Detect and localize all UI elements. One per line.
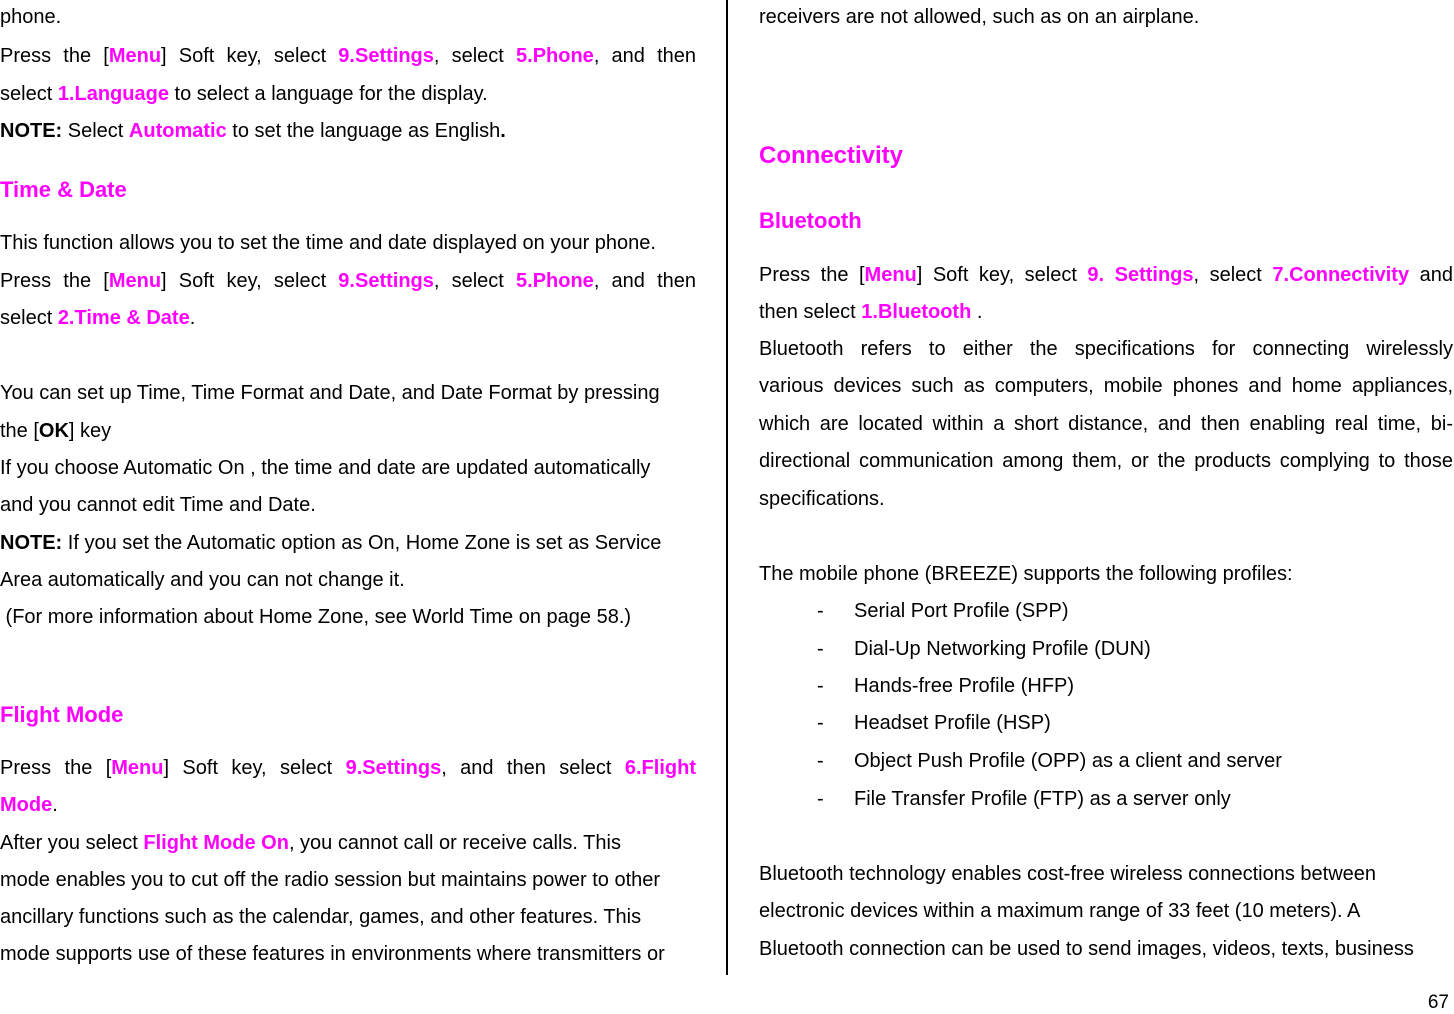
- time-date-instruction-line2: select 2.Time & Date.: [0, 307, 196, 329]
- bluetooth-desc-line3: which are located within a short distance, and then enabling real time, bi-: [759, 413, 1453, 435]
- bluetooth-heading: Bluetooth: [759, 208, 862, 233]
- time-date-menu-item: 2.Time & Date: [57, 307, 190, 329]
- ok-key-label: OK: [38, 420, 69, 442]
- phone-menu-item: 5.Phone: [516, 270, 594, 292]
- flight-mode-desc-line4: mode supports use of these features in environments where transmitters or: [0, 943, 665, 965]
- bluetooth-menu-item: 1.Bluetooth: [861, 301, 972, 323]
- column-divider: [726, 0, 728, 975]
- flight-mode-menu-item-cont: Mode: [0, 794, 53, 816]
- settings-menu-item: 9.Settings: [345, 757, 442, 779]
- time-date-instruction-line1: Press the [Menu] Soft key, select 9.Settings, select 5.Phone, and then: [0, 270, 696, 292]
- flight-mode-desc-line3: ancillary functions such as the calendar, games, and other features. This: [0, 906, 642, 928]
- bluetooth-tech-line2: electronic devices within a maximum range of 33 feet (10 meters). A: [759, 900, 1361, 922]
- language-instruction-line2: select 1.Language to select a language for the display.: [0, 83, 488, 105]
- time-date-description: This function allows you to set the time and date displayed on your phone.: [0, 232, 656, 254]
- bluetooth-desc-line2: various devices such as computers, mobile phones and home appliances,: [759, 375, 1453, 397]
- time-date-note-line2: Area automatically and you can not change it.: [0, 569, 405, 591]
- flight-mode-desc-line1: After you select Flight Mode On, you cannot call or receive calls. This: [0, 832, 621, 854]
- continued-text: receivers are not allowed, such as on an airplane.: [759, 6, 1200, 28]
- bluetooth-desc-line4: directional communication among them, or the products complying to those: [759, 450, 1453, 472]
- time-setup-line1: You can set up Time, Time Format and Date, and Date Format by pressing: [0, 382, 660, 404]
- flight-mode-heading: Flight Mode: [0, 702, 124, 727]
- bluetooth-tech-line3: Bluetooth connection can be used to send images, videos, texts, business: [759, 938, 1414, 960]
- bluetooth-instruction-line1: Press the [Menu] Soft key, select 9. Settings, select 7.Connectivity and: [759, 264, 1453, 286]
- flight-mode-desc-line2: mode enables you to cut off the radio session but maintains power to other: [0, 869, 661, 891]
- bluetooth-desc-line1: Bluetooth refers to either the specifications for connecting wirelessly: [759, 338, 1453, 360]
- settings-menu-item: 9. Settings: [1087, 264, 1194, 286]
- settings-menu-item: 9.Settings: [338, 45, 434, 67]
- bluetooth-tech-line1: Bluetooth technology enables cost-free wireless connections between: [759, 863, 1377, 885]
- intro-line: phone.: [0, 6, 62, 28]
- language-note: NOTE: Select Automatic to set the language as English.: [0, 120, 506, 142]
- phone-menu-item: 5.Phone: [516, 45, 594, 67]
- settings-menu-item: 9.Settings: [338, 270, 434, 292]
- menu-key-label: Menu: [864, 264, 917, 286]
- bluetooth-instruction-line2: then select 1.Bluetooth .: [759, 301, 983, 323]
- language-instruction-line1: Press the [Menu] Soft key, select 9.Settings, select 5.Phone, and then: [0, 45, 696, 67]
- flight-mode-instruction-line2: Mode.: [0, 794, 58, 816]
- connectivity-menu-item: 7.Connectivity: [1272, 264, 1410, 286]
- profiles-intro: The mobile phone (BREEZE) supports the following profiles:: [759, 563, 1293, 585]
- menu-key-label: Menu: [108, 270, 162, 292]
- time-date-heading: Time & Date: [0, 177, 127, 202]
- home-zone-reference: (For more information about Home Zone, see World Time on page 58.): [0, 606, 632, 628]
- automatic-on-line2: and you cannot edit Time and Date.: [0, 494, 316, 516]
- automatic-option: Automatic: [128, 120, 227, 142]
- language-menu-item: 1.Language: [57, 83, 169, 105]
- flight-mode-menu-item: 6.Flight: [624, 757, 696, 779]
- flight-mode-instruction-line1: Press the [Menu] Soft key, select 9.Settings, and then select 6.Flight: [0, 757, 696, 779]
- menu-key-label: Menu: [108, 45, 162, 67]
- bluetooth-desc-line5: specifications.: [759, 488, 885, 510]
- flight-mode-on-option: Flight Mode On: [143, 832, 289, 854]
- page-number: 67: [1427, 992, 1449, 1013]
- time-setup-line2: the [OK] key: [0, 420, 112, 442]
- menu-key-label: Menu: [111, 757, 164, 779]
- time-date-note-line1: NOTE: If you set the Automatic option as On, Home Zone is set as Service: [0, 532, 662, 554]
- automatic-on-line1: If you choose Automatic On , the time and date are updated automatically: [0, 457, 651, 479]
- connectivity-heading: Connectivity: [759, 142, 904, 169]
